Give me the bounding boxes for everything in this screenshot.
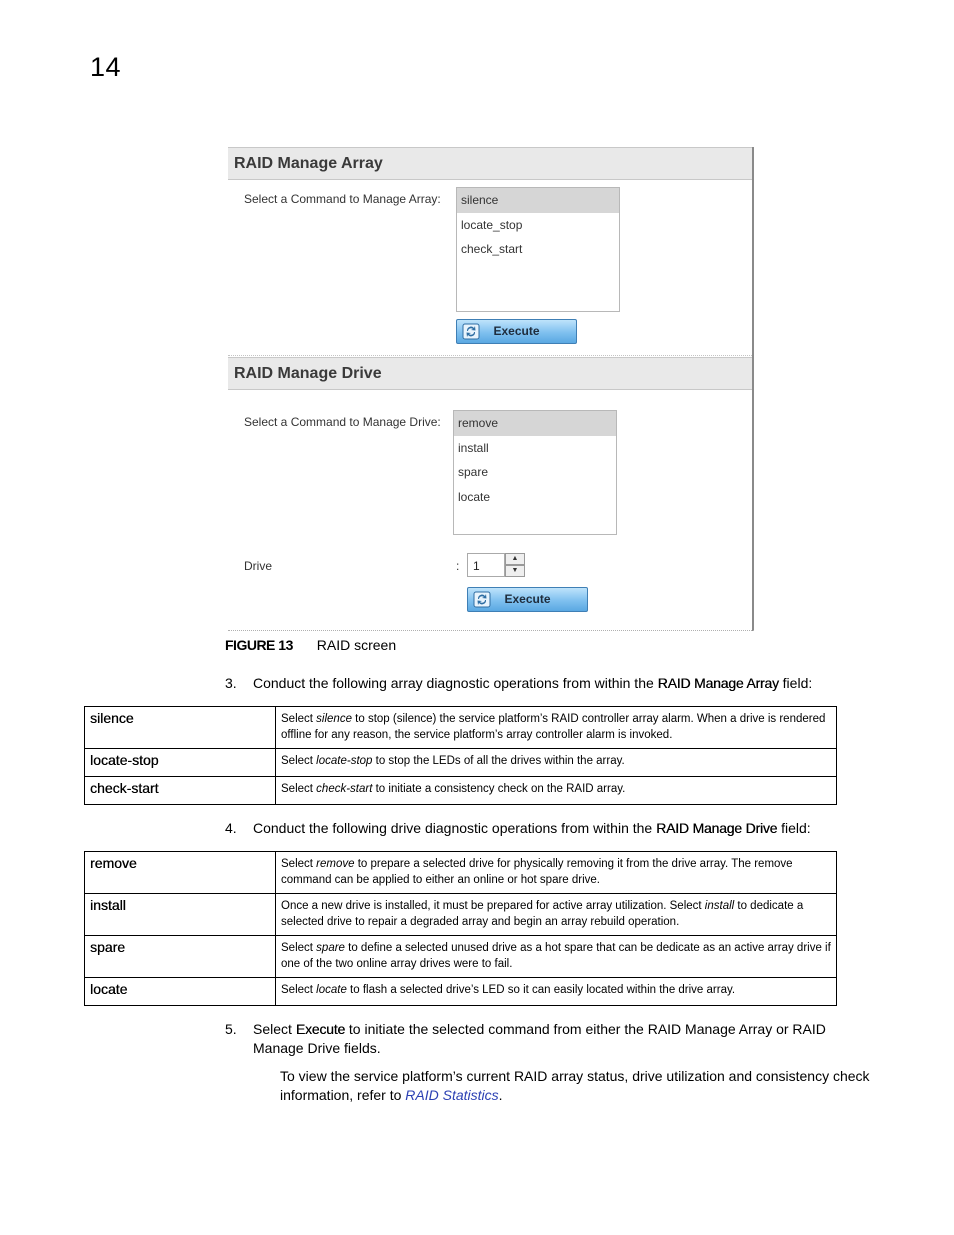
step-number: 5. — [225, 1021, 237, 1037]
table-value — [276, 852, 837, 894]
figure-number: FIGURE 13 — [225, 637, 293, 653]
array-execute-button[interactable] — [456, 319, 577, 344]
step-text-post: to initiate the selected command from either the RAID Manage Array or RAID Manage Drive fields. — [253, 1021, 826, 1056]
step-text-pre: Conduct the following drive diagnostic operations from within the — [253, 820, 657, 836]
array-option-locate-stop[interactable]: locate_stop — [461, 217, 523, 232]
value-em: spare — [316, 942, 345, 954]
drive-colon: : — [456, 559, 460, 573]
step-text-post: field: — [777, 820, 811, 836]
drive-command-listbox[interactable] — [453, 410, 617, 535]
drive-option-remove[interactable]: remove — [454, 411, 616, 436]
value-em: locate — [316, 984, 347, 996]
table-value — [276, 777, 837, 805]
step-text-bold: RAID Manage Array — [657, 675, 779, 691]
drive-section-header — [228, 357, 752, 390]
table-key: locate-stop — [85, 749, 276, 777]
value-pre: Select — [281, 713, 317, 725]
table-row — [85, 707, 837, 749]
refresh-icon — [473, 591, 491, 608]
value-em: install — [704, 900, 735, 912]
step-text-pre: Select — [253, 1021, 296, 1037]
table-value — [276, 894, 837, 936]
note-end: . — [498, 1087, 503, 1103]
figure-title: RAID screen — [316, 637, 397, 653]
raid-statistics-note — [280, 1067, 880, 1105]
value-em: remove — [316, 858, 355, 870]
array-section-title: RAID Manage Array — [234, 155, 383, 172]
table-row — [85, 852, 837, 894]
value-post: to flash a selected drive’s LED so it can easily located within the drive array. — [346, 984, 736, 996]
note-text: To view the service platform’s current RAID array status, drive utilization and consistency check information, refer to — [280, 1068, 870, 1103]
drive-option-locate[interactable]: locate — [458, 489, 491, 504]
table-key: silence — [85, 707, 276, 749]
value-post: to stop the LEDs of all the drives within the array. — [372, 755, 625, 767]
step-text-pre: Conduct the following array diagnostic operations from within the — [253, 675, 658, 691]
step-5 — [225, 1020, 865, 1060]
table-row — [85, 894, 837, 936]
table-value — [276, 749, 837, 777]
table-key: check-start — [85, 777, 276, 805]
chapter-number: 14 — [90, 52, 122, 82]
table-value — [276, 978, 837, 1006]
drive-option-spare[interactable]: spare — [458, 465, 489, 479]
drive-section-title: RAID Manage Drive — [234, 365, 382, 382]
value-em: check-start — [316, 783, 373, 795]
table-row — [85, 936, 837, 978]
drive-execute-button[interactable] — [467, 587, 588, 612]
step-text — [253, 1020, 863, 1058]
drive-option-install[interactable]: install — [458, 440, 489, 455]
drive-command-label: Select a Command to Manage Drive: — [244, 415, 441, 429]
value-pre: Select — [281, 858, 317, 870]
step-text — [253, 674, 812, 693]
screenshot-bottom-border — [228, 629, 754, 631]
array-command-listbox[interactable] — [456, 187, 620, 312]
raid-statistics-link[interactable]: RAID Statistics — [405, 1087, 499, 1103]
value-pre: Select — [281, 942, 317, 954]
step-text — [253, 819, 811, 838]
array-option-check-start[interactable]: check_start — [461, 242, 523, 256]
table-key: remove — [85, 852, 276, 894]
stepper-up-icon[interactable]: ▲ — [505, 553, 525, 565]
value-post: to stop (silence) the service platform’s RAID controller array alarm. When a drive is rendered offline for any reason, the service platform’s array controller alarm is invoked. — [281, 713, 826, 741]
section-divider — [228, 355, 752, 356]
array-command-label: Select a Command to Manage Array: — [244, 192, 441, 206]
drive-execute-label: Execute — [504, 592, 551, 606]
value-em: locate-stop — [316, 755, 373, 767]
step-text-post: field: — [778, 675, 813, 691]
drive-stepper[interactable] — [467, 553, 527, 579]
refresh-icon — [462, 323, 480, 340]
screenshot-border — [752, 147, 754, 631]
step-number: 4. — [225, 820, 237, 836]
table-key: locate — [85, 978, 276, 1006]
value-em: silence — [316, 713, 352, 725]
drive-label: Drive — [244, 559, 273, 573]
drive-input[interactable]: 1 — [467, 553, 505, 577]
step-number: 3. — [225, 675, 237, 691]
table-value — [276, 936, 837, 978]
array-commands-table — [84, 706, 837, 805]
value-pre: Select — [281, 984, 317, 996]
drive-commands-table — [84, 851, 837, 1006]
stepper-down-icon[interactable]: ▼ — [505, 565, 525, 577]
table-value — [276, 707, 837, 749]
value-post: to dedicate a selected drive to repair a degraded array and begin an array rebuild operation. — [281, 900, 804, 928]
figure-caption — [225, 637, 396, 653]
array-option-silence[interactable]: silence — [457, 188, 619, 213]
table-row — [85, 978, 837, 1006]
table-key: install — [85, 894, 276, 936]
table-row — [85, 749, 837, 777]
array-execute-label: Execute — [493, 324, 540, 338]
array-section-header — [228, 147, 752, 180]
value-post: to initiate a consistency check on the RAID array. — [372, 783, 626, 795]
table-row — [85, 777, 837, 805]
value-post: to prepare a selected drive for physically removing it from the drive array. The remove command can be applied to either an online or hot spare drive. — [281, 858, 793, 886]
value-pre: Select — [281, 755, 317, 767]
raid-screenshot — [228, 147, 754, 631]
step-text-bold: RAID Manage Drive — [656, 820, 778, 836]
value-pre: Once a new drive is installed, it must be prepared for active array utilization. Select — [281, 900, 705, 912]
table-key: spare — [85, 936, 276, 978]
value-post: to define a selected unused drive as a hot spare that can be dedicate as an active array drive if one of the two online array drives were to fail. — [281, 942, 831, 970]
step-text-bold: Execute — [295, 1021, 345, 1037]
value-pre: Select — [281, 783, 317, 795]
